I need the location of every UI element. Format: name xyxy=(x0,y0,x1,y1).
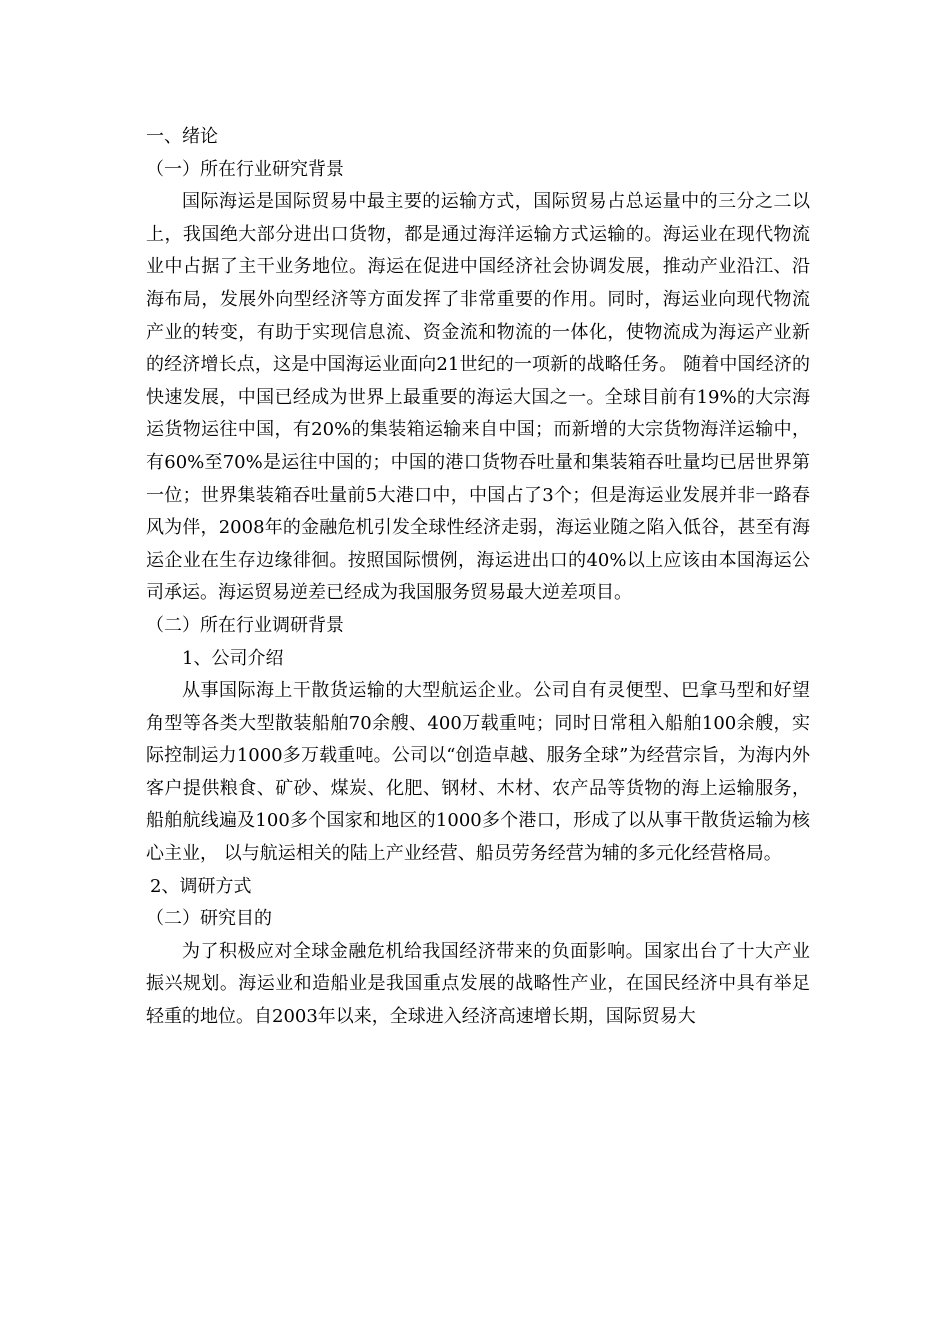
paragraph-industry-background: 国际海运是国际贸易中最主要的运输方式，国际贸易占总运量中的三分之二以上，我国绝大部分进出口货物，都是通过海洋运输方式运输的。海运业在现代物流业中占据了主干业务地位。海运在促进中国经济社会协调发展，推动产业沿江、沿海布局，发展外向型经济等方面发挥了非常重要的作用。同时，海运业向现代物流产业的转变，有助于实现信息流、资金流和物流的一体化，使物流成为海运产业新的经济增长点，这是中国海运业面向21世纪的一项新的战略任务。 随着中国经济的快速发展，中国已经成为世界上最重要的海运大国之一。全球目前有19%的大宗海运货物运往中国，有20%的集装箱运输来自中国；而新增的大宗货物海洋运输中，有60%至70%是运往中国的；中国的港口货物吞吐量和集装箱吞吐量均已居世界第一位；世界集装箱吞吐量前5大港口中，中国占了3个；但是海运业发展并非一路春风为伴，2008年的金融危机引发全球性经济走弱，海运业随之陷入低谷，甚至有海运企业在生存边缘徘徊。按照国际惯例，海运进出口的40%以上应该由本国海运公司承运。海运贸易逆差已经成为我国服务贸易最大逆差项目。 xyxy=(146,191,810,604)
subsection-heading-company-intro: 1、公司介绍 xyxy=(182,647,284,669)
paragraph-company-intro: 从事国际海上干散货运输的大型航运企业。公司自有灵便型、巴拿马型和好望角型等各类大型散装船舶70余艘、400万载重吨；同时日常租入船舶100余艘，实际控制运力1000多万载重吨。公司以“创造卓越、服务全球”为经营宗旨，为海内外客户提供粮食、矿砂、煤炭、化肥、钢材、木材、农产品等货物的海上运输服务，船舶航线遍及100多个国家和地区的1000多个港口，形成了以从事干散货运输为核心主业， 以与航运相关的陆上产业经营、船员劳务经营为辅的多元化经营格局。 xyxy=(146,680,810,865)
section-heading-industry-survey: （二）所在行业调研背景 xyxy=(146,614,344,636)
paragraph-research-purpose: 为了积极应对全球金融危机给我国经济带来的负面影响。国家出台了十大产业振兴规划。海运业和造船业是我国重点发展的战略性产业，在国民经济中具有举足轻重的地位。自2003年以来，全球进入经济高速增长期，国际贸易大 xyxy=(146,940,810,1028)
chapter-heading: 一、绪论 xyxy=(146,126,218,147)
subsection-heading-survey-method: 2、调研方式 xyxy=(150,875,252,897)
document-page xyxy=(146,121,810,1034)
section-heading-research-purpose: （二）研究目的 xyxy=(146,908,272,930)
section-heading-industry-research: （一）所在行业研究背景 xyxy=(146,158,344,180)
